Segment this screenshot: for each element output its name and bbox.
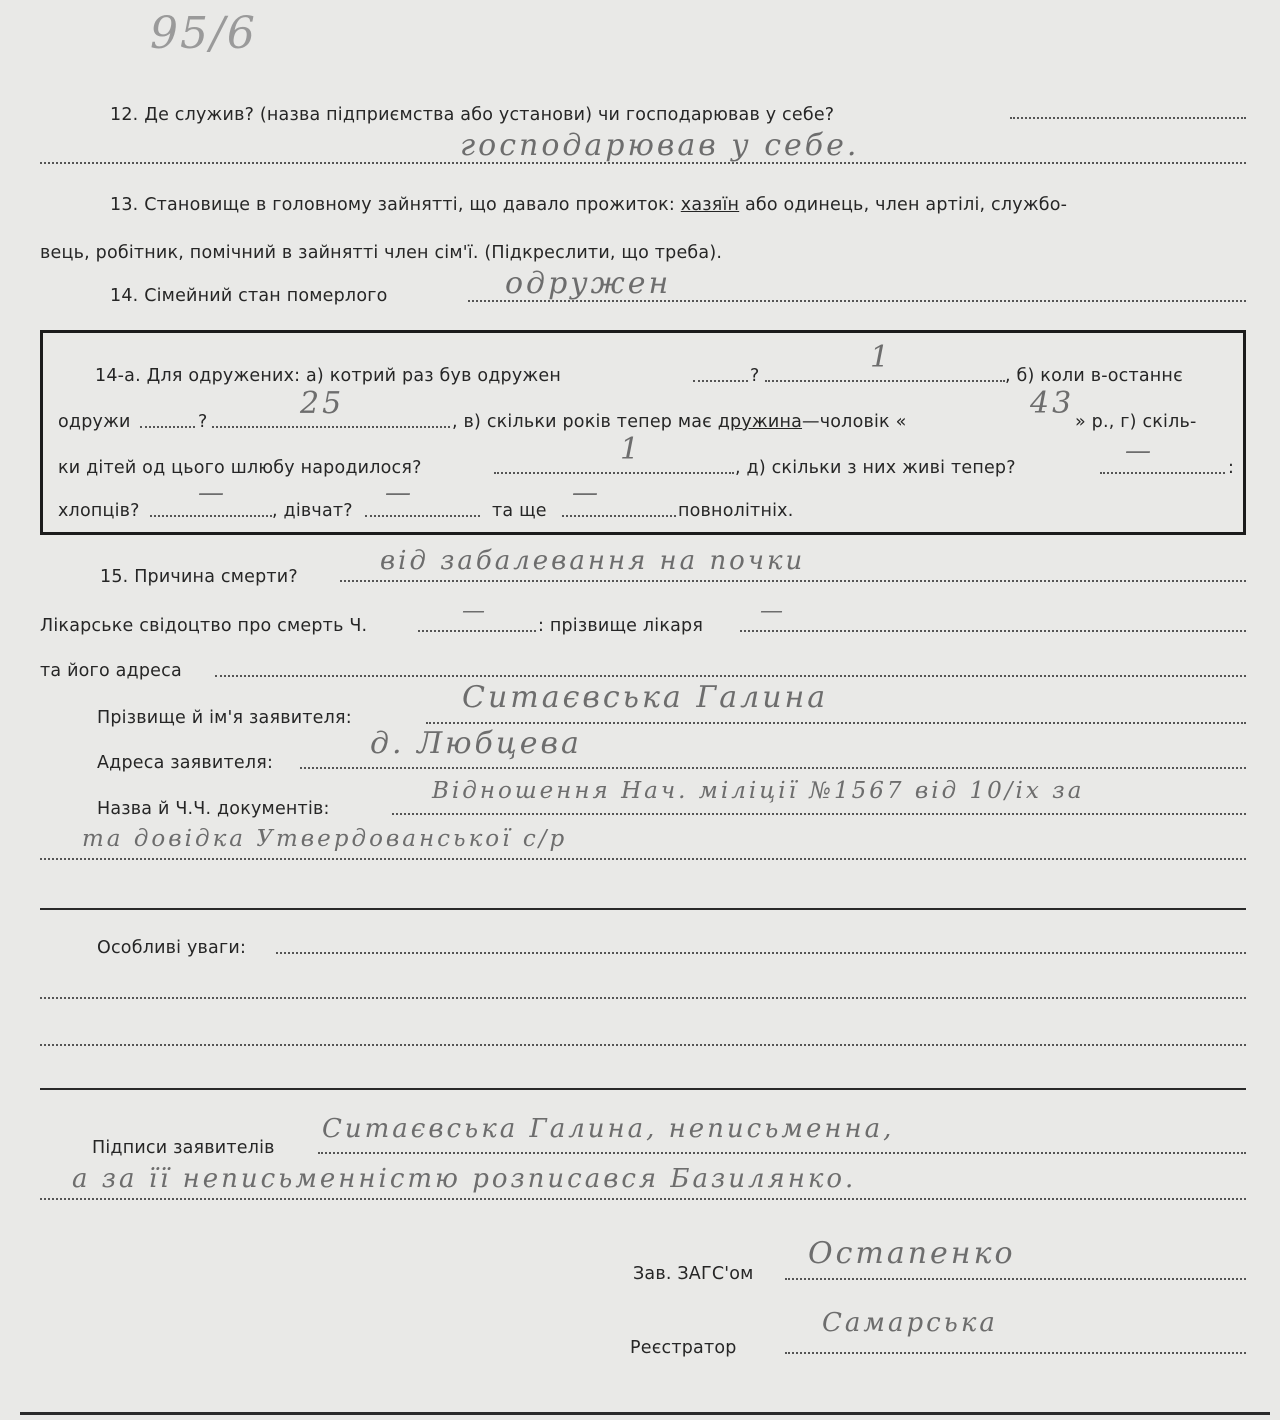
applicant-docs-line-2 bbox=[40, 858, 1246, 860]
q14a-line-2b-text: , в) скільки років тепер має bbox=[452, 412, 712, 432]
q14a-line-1b: , б) коли в-останнє bbox=[1005, 366, 1183, 386]
medical-label-b: : прізвище лікаря bbox=[538, 616, 704, 636]
q14a-line-2d: » р., г) скіль- bbox=[1075, 412, 1197, 432]
q14a-line-3a: ки дітей од цього шлюбу народилося? bbox=[58, 458, 422, 478]
q14a-line-3b: , д) скільки з них живі тепер? bbox=[735, 458, 1016, 478]
q13-prefix: 13. Становище в головному зайнятті, що давало прожиток: bbox=[110, 195, 676, 215]
q14a-line-4c: та ще bbox=[492, 501, 547, 521]
medical-label-a: Лікарське свідоцтво про смерть Ч. bbox=[40, 616, 368, 636]
medical-dots-2 bbox=[740, 630, 1246, 632]
remarks-line-2 bbox=[40, 997, 1246, 999]
q14a-dots-6 bbox=[1100, 472, 1225, 474]
applicant-name-label: Прізвище й ім'я заявителя: bbox=[97, 708, 352, 728]
corner-handwritten-note: 95/6 bbox=[150, 8, 257, 59]
page-bottom-edge bbox=[20, 1412, 1270, 1415]
q14-label: 14. Сімейний стан померлого bbox=[110, 286, 388, 306]
signatures-line-2 bbox=[40, 1198, 1246, 1200]
q14a-line-4a: хлопців? bbox=[58, 501, 140, 521]
medical-answer-no: — bbox=[462, 598, 488, 624]
q14a-underlined-choice: дружина bbox=[717, 412, 803, 432]
q14a-answer-girls: — bbox=[385, 478, 414, 508]
q15-answer-line bbox=[340, 580, 1246, 582]
q14a-dots-3 bbox=[140, 426, 195, 428]
q14a-dots-2 bbox=[765, 380, 1005, 382]
head-of-registry-signature: Остапенко bbox=[808, 1236, 1016, 1271]
q14a-dots-9 bbox=[562, 515, 676, 517]
q13-line-1 bbox=[110, 194, 1067, 216]
applicant-docs-line bbox=[392, 813, 1246, 815]
medical-address-line bbox=[215, 675, 1246, 677]
q14a-dots-7 bbox=[150, 515, 272, 517]
signatures-answer-1: Ситаєвська Галина, неписьменна, bbox=[322, 1114, 895, 1144]
q14a-line-1-qmark: ? bbox=[750, 366, 760, 386]
q12-answer-line bbox=[1010, 117, 1246, 119]
q13-suffix: або одинець, член артілі, службо- bbox=[744, 195, 1068, 215]
q14a-line-2b bbox=[452, 411, 907, 433]
q13-underlined-choice: хазяїн bbox=[680, 195, 740, 215]
q14a-line-2-qmark: ? bbox=[198, 412, 208, 432]
q14a-answer-more: — bbox=[572, 478, 601, 508]
q14a-answer-boys: — bbox=[198, 478, 227, 508]
q14a-dots-8 bbox=[365, 515, 480, 517]
q14a-answer-children: 1 bbox=[620, 432, 643, 467]
q14a-answer-year: 25 bbox=[300, 386, 345, 421]
q14a-line-4d: повнолітніх. bbox=[678, 501, 794, 521]
section-divider-2 bbox=[40, 1088, 1246, 1090]
q14a-dots-5 bbox=[494, 472, 734, 474]
applicant-address-line bbox=[300, 767, 1246, 769]
applicant-address-answer: д. Любцева bbox=[370, 726, 582, 761]
q12-label: 12. Де служив? (назва підприємства або установи) чи господарював у себе? bbox=[110, 105, 835, 125]
q14a-dots-1 bbox=[693, 380, 748, 382]
q15-label: 15. Причина смерти? bbox=[100, 567, 298, 587]
q14a-line-2c-text: —чоловік « bbox=[802, 412, 907, 432]
q12-answer: господарював у себе. bbox=[460, 128, 860, 163]
q14a-line-2a: одружи bbox=[58, 412, 131, 432]
applicant-docs-label: Назва й Ч.Ч. документів: bbox=[97, 799, 330, 819]
registrar-label: Реєстратор bbox=[630, 1338, 737, 1358]
signatures-label: Підписи заявителів bbox=[92, 1138, 275, 1158]
registrar-line bbox=[785, 1352, 1246, 1354]
q15-answer: від забалевання на почки bbox=[380, 546, 806, 576]
medical-answer-doctor: — bbox=[760, 598, 786, 624]
remarks-line-3 bbox=[40, 1044, 1246, 1046]
remarks-line-1 bbox=[276, 952, 1246, 954]
q14a-line-3c: : bbox=[1228, 458, 1235, 478]
q13-line-2: вець, робітник, помічний в зайнятті член сім'ї. (Підкреслити, що треба). bbox=[40, 243, 723, 263]
medical-address-label: та його адреса bbox=[40, 661, 182, 681]
remarks-label: Особливі уваги: bbox=[97, 938, 247, 958]
q14a-answer-times: 1 bbox=[870, 340, 893, 375]
q14a-dots-4 bbox=[212, 426, 450, 428]
q14a-line-4b: , дівчат? bbox=[272, 501, 353, 521]
medical-dots-1 bbox=[418, 630, 536, 632]
signatures-answer-2: а за її неписьменністю розписався Базилянко. bbox=[72, 1164, 857, 1194]
q14a-answer-age: 43 bbox=[1030, 386, 1075, 421]
q14a-answer-alive: — bbox=[1125, 436, 1154, 466]
q14a-line-1a: 14-а. Для одружених: а) котрий раз був одружен bbox=[95, 366, 561, 386]
applicant-docs-answer-2: та довідка Утвердованської с/р bbox=[82, 826, 568, 852]
registrar-signature: Самарська bbox=[822, 1308, 998, 1338]
applicant-docs-answer-1: Відношення Нач. міліції №1567 від 10/ix за bbox=[432, 778, 1085, 804]
q14-answer: одружен bbox=[505, 266, 672, 301]
head-of-registry-label: Зав. ЗАГС'ом bbox=[633, 1264, 754, 1284]
applicant-name-line bbox=[426, 722, 1246, 724]
signatures-line-1 bbox=[318, 1152, 1246, 1154]
head-of-registry-line bbox=[785, 1278, 1246, 1280]
section-divider-1 bbox=[40, 908, 1246, 910]
applicant-name-answer: Ситаєвська Галина bbox=[462, 680, 829, 715]
applicant-address-label: Адреса заявителя: bbox=[97, 753, 274, 773]
